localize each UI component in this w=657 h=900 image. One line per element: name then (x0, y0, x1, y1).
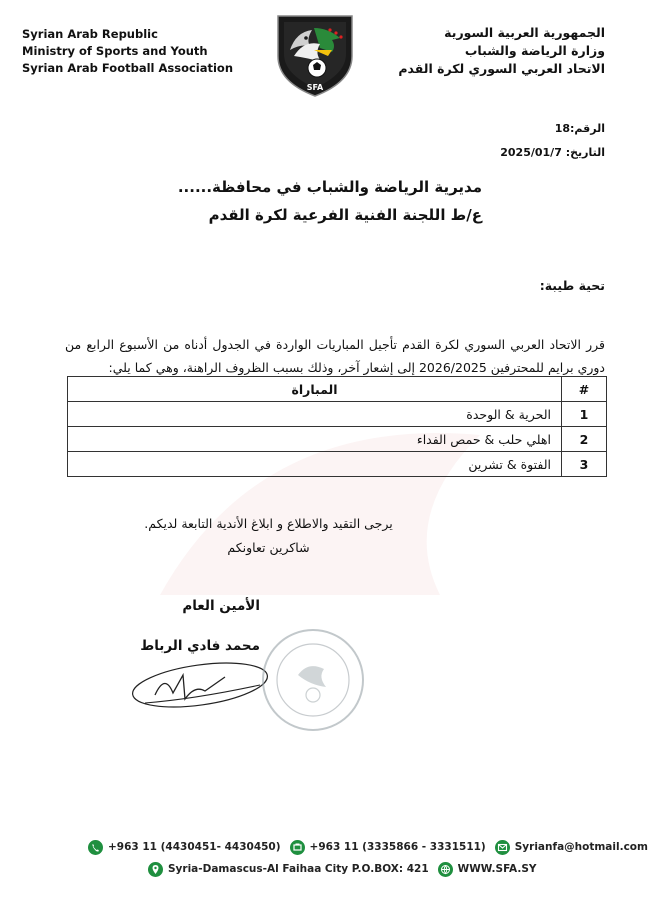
footer-phone-2: +963 11 (3335866 - 3331511) (290, 840, 486, 855)
phone-icon (88, 840, 103, 855)
table-row (68, 427, 607, 452)
footer-email[interactable]: Syrianfa@hotmail.com (495, 840, 648, 855)
footer-website[interactable]: WWW.SFA.SY (438, 862, 537, 877)
email-icon (495, 840, 510, 855)
header-en-line-2: Ministry of Sports and Youth (22, 44, 208, 58)
globe-icon (438, 862, 453, 877)
header-match: المباراة (68, 377, 562, 402)
signatory-title: الأمين العام (182, 598, 260, 614)
closing-line-2: شاكرين تعاونكم (227, 540, 310, 555)
footer-row-1 (88, 836, 657, 858)
header-ar-line-2: وزارة الرياضة والشباب (464, 43, 605, 58)
header-en-line-1: Syrian Arab Republic (22, 27, 158, 41)
footer-address: Syria-Damascus-Al Faihaa City P.O.BOX: 421 (148, 862, 429, 877)
sfa-logo (270, 10, 360, 98)
table-header-row (68, 377, 607, 402)
footer (88, 836, 657, 880)
header-english (22, 26, 233, 77)
addressee-line-2: ع/ط اللجنة الفنية الفرعية لكرة القدم (208, 206, 482, 224)
closing (0, 512, 627, 560)
row-num: 1 (562, 402, 607, 427)
footer-row-2 (88, 858, 657, 880)
addressee-line-1: مديرية الرياضة والشباب في محافظة...... (177, 178, 482, 196)
reference-date: التاريخ: 2025/01/7 (500, 146, 605, 159)
header-en-line-3: Syrian Arab Football Association (22, 61, 234, 75)
header-ar-line-1: الجمهورية العربية السورية (444, 25, 605, 40)
row-match: الحرية & الوحدة (68, 402, 562, 427)
greeting: تحية طيبة: (539, 278, 605, 293)
header-num: # (562, 377, 607, 402)
reference-number: الرقم:18 (554, 122, 605, 135)
handwritten-signature-icon (125, 655, 275, 715)
header-arabic (398, 24, 605, 78)
footer-phone-1: +963 11 (4430451- 4430450) (88, 840, 281, 855)
row-num: 2 (562, 427, 607, 452)
closing-line-1: يرجى التقيد والاطلاع و ابلاغ الأندية التابعة لديكم. (144, 516, 393, 531)
signatory-name: محمد فادي الرباط (140, 638, 260, 654)
header-ar-line-3: الاتحاد العربي السوري لكرة القدم (398, 61, 605, 76)
row-match: اهلي حلب & حمص الفداء (68, 427, 562, 452)
table-row (68, 452, 607, 477)
location-pin-icon (148, 862, 163, 877)
body-paragraph: قرر الاتحاد العربي السوري لكرة القدم تأجيل المباريات الواردة في الجدول أدناه من الأسبوع الرابع من دوري برايم للمحترفين 2026/2025 إلى إشعار آخر، وذلك بسبب الظروف الراهنة، وهي كما يلي: (65, 337, 605, 375)
official-stamp-icon (258, 625, 368, 735)
row-num: 3 (562, 452, 607, 477)
matches-table (67, 376, 607, 477)
row-match: الفتوة & تشرين (68, 452, 562, 477)
table-row (68, 402, 607, 427)
logo-text: SFA (306, 83, 324, 92)
fax-icon (290, 840, 305, 855)
